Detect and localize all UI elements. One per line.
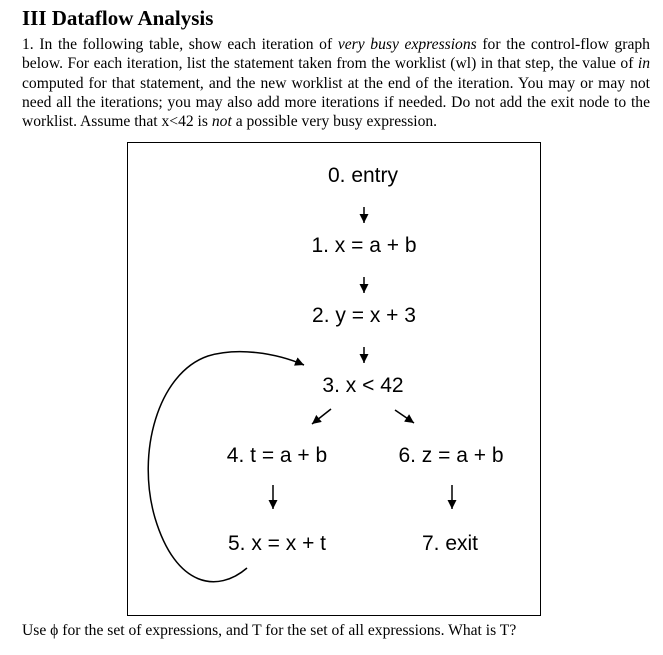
question-emphasis-not: not bbox=[211, 113, 232, 131]
cfg-node-5: 5. x = x + t bbox=[227, 532, 327, 555]
question-emphasis-in: in bbox=[637, 55, 650, 73]
question-text-part4: a possible very busy expression. bbox=[231, 113, 438, 131]
question-text-part1: 1. In the following table, show each iteration of bbox=[22, 36, 338, 53]
cfg-node-4: 4. t = a + b bbox=[226, 444, 328, 467]
question-text bbox=[22, 35, 650, 131]
edge-3-6 bbox=[395, 410, 414, 423]
edge-3-4 bbox=[312, 409, 331, 424]
cfg-node-3: 3. x < 42 bbox=[322, 374, 404, 397]
footer-question: Use ϕ for the set of expressions, and T for the set of all expressions. What is T? bbox=[22, 622, 517, 639]
question-emphasis-vbe: very busy expressions bbox=[337, 36, 477, 53]
question-text-part3: computed for that statement, and the new worklist at the end of the iteration. You may or may not need all the iterations; you may also add more iterations if needed. Do not add the exit node to the worklist. Assume that x<42 is bbox=[22, 74, 650, 131]
cfg-node-2: 2. y = x + 3 bbox=[312, 304, 416, 327]
section-heading: III Dataflow Analysis bbox=[22, 6, 214, 30]
cfg-figure bbox=[127, 142, 541, 616]
cfg-node-0-entry: 0. entry bbox=[327, 164, 399, 187]
cfg-node-1: 1. x = a + b bbox=[311, 234, 417, 257]
question-text-part2: for the control-flow graph below. For each iteration, list the statement taken from the worklist (wl) in that step, the value of bbox=[22, 36, 650, 73]
cfg-node-7-exit: 7. exit bbox=[421, 532, 479, 555]
cfg-node-6: 6. z = a + b bbox=[398, 444, 504, 467]
